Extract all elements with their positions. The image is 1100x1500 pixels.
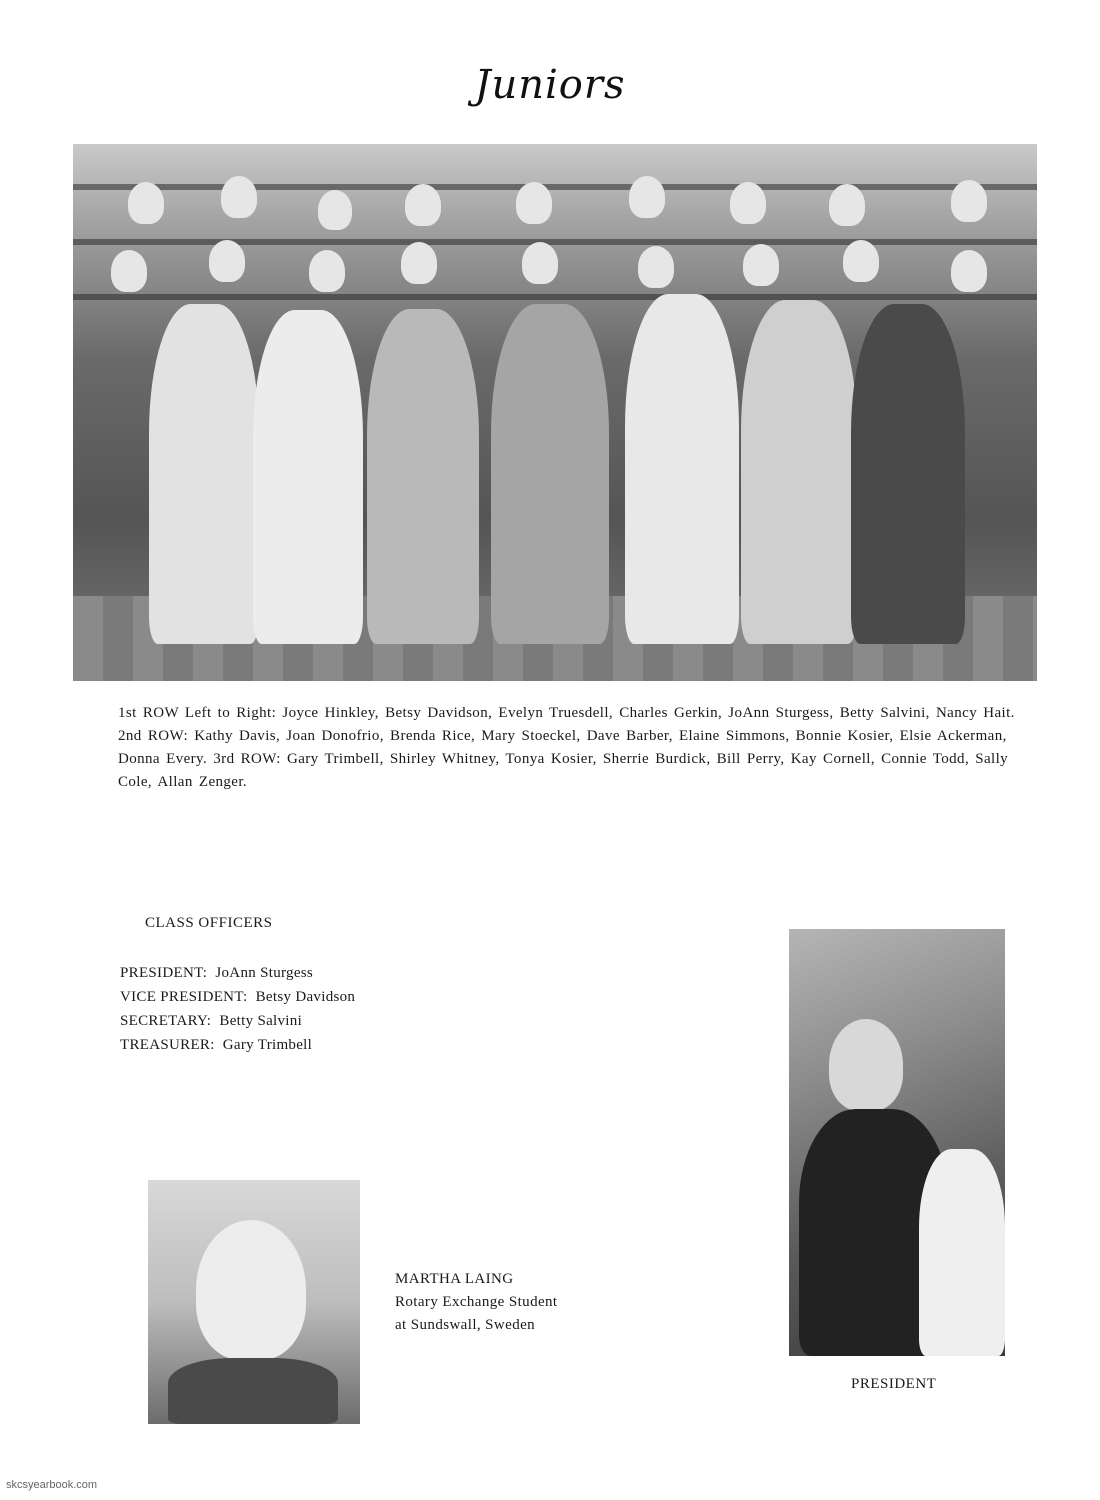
officer-row [120, 1033, 355, 1057]
student-figure [111, 250, 147, 292]
student-portrait-body [168, 1358, 338, 1424]
officer-row [120, 985, 355, 1009]
student-figure [951, 180, 987, 222]
exchange-student-name: MARTHA LAING [395, 1271, 514, 1287]
student-figure [128, 182, 164, 224]
officer-name: JoAnn Sturgess [215, 965, 314, 981]
student-figure [843, 240, 879, 282]
student-figure [743, 244, 779, 286]
exchange-student-line1: Rotary Exchange Student [395, 1294, 558, 1310]
officer-name: Betty Salvini [219, 1013, 303, 1029]
student-figure [401, 242, 437, 284]
student-figure [491, 304, 609, 644]
page-title: Juniors [474, 62, 626, 108]
officer-row [120, 961, 355, 985]
exchange-student-portrait [148, 1180, 360, 1424]
student-figure [829, 184, 865, 226]
bystander-figure [919, 1149, 1005, 1356]
student-figure [625, 294, 739, 644]
student-figure [951, 250, 987, 292]
class-officers-heading: CLASS OFFICERS [145, 915, 273, 931]
officer-role: PRESIDENT: [120, 965, 208, 981]
student-figure [367, 309, 479, 644]
student-figure [522, 242, 558, 284]
student-figure [741, 300, 857, 644]
officer-role: VICE PRESIDENT: [120, 989, 248, 1005]
group-photo [73, 144, 1037, 681]
student-figure [221, 176, 257, 218]
student-figure [209, 240, 245, 282]
student-figure [638, 246, 674, 288]
officer-role: TREASURER: [120, 1037, 215, 1053]
officer-name: Gary Trimbell [222, 1037, 313, 1053]
student-figure [851, 304, 965, 644]
student-figure [253, 310, 363, 644]
group-photo-caption: 1st ROW Left to Right: Joyce Hinkley, Betsy Davidson, Evelyn Truesdell, Charles Gerkin, JoAnn Sturgess, Betty Salvini, Nancy Hait. 2nd ROW: Kathy Davis, Joan Donofrio, Brenda Rice, Mary Stoeckel, Dave Barber, Elaine Simmons, Bonnie Kosier, Elsie Ackerman, Donna Every. 3rd ROW: Gary Trimbell, Shirley Whitney, Tonya Kosier, Sherrie Burdick, Bill Perry, Kay Cornell, Connie Todd, Sally Cole, Allan Zenger. [118, 705, 1015, 790]
president-figure [829, 1019, 903, 1111]
exchange-student-line2: at Sundswall, Sweden [395, 1317, 536, 1333]
bleacher-rail [73, 294, 1037, 300]
student-figure [629, 176, 665, 218]
student-figure [405, 184, 441, 226]
officer-role: SECRETARY: [120, 1013, 212, 1029]
watermark: skcsyearbook.com [6, 1479, 98, 1491]
officer-name: Betsy Davidson [255, 989, 356, 1005]
student-figure [149, 304, 259, 644]
bleacher-rail [73, 184, 1037, 190]
student-figure [309, 250, 345, 292]
student-figure [516, 182, 552, 224]
president-caption: PRESIDENT [851, 1376, 937, 1392]
president-photo [789, 929, 1005, 1356]
student-figure [318, 190, 352, 230]
officer-row [120, 1009, 355, 1033]
student-figure [730, 182, 766, 224]
student-portrait-face [196, 1220, 306, 1360]
exchange-student-caption [395, 1268, 558, 1337]
class-officers-list [120, 961, 355, 1057]
